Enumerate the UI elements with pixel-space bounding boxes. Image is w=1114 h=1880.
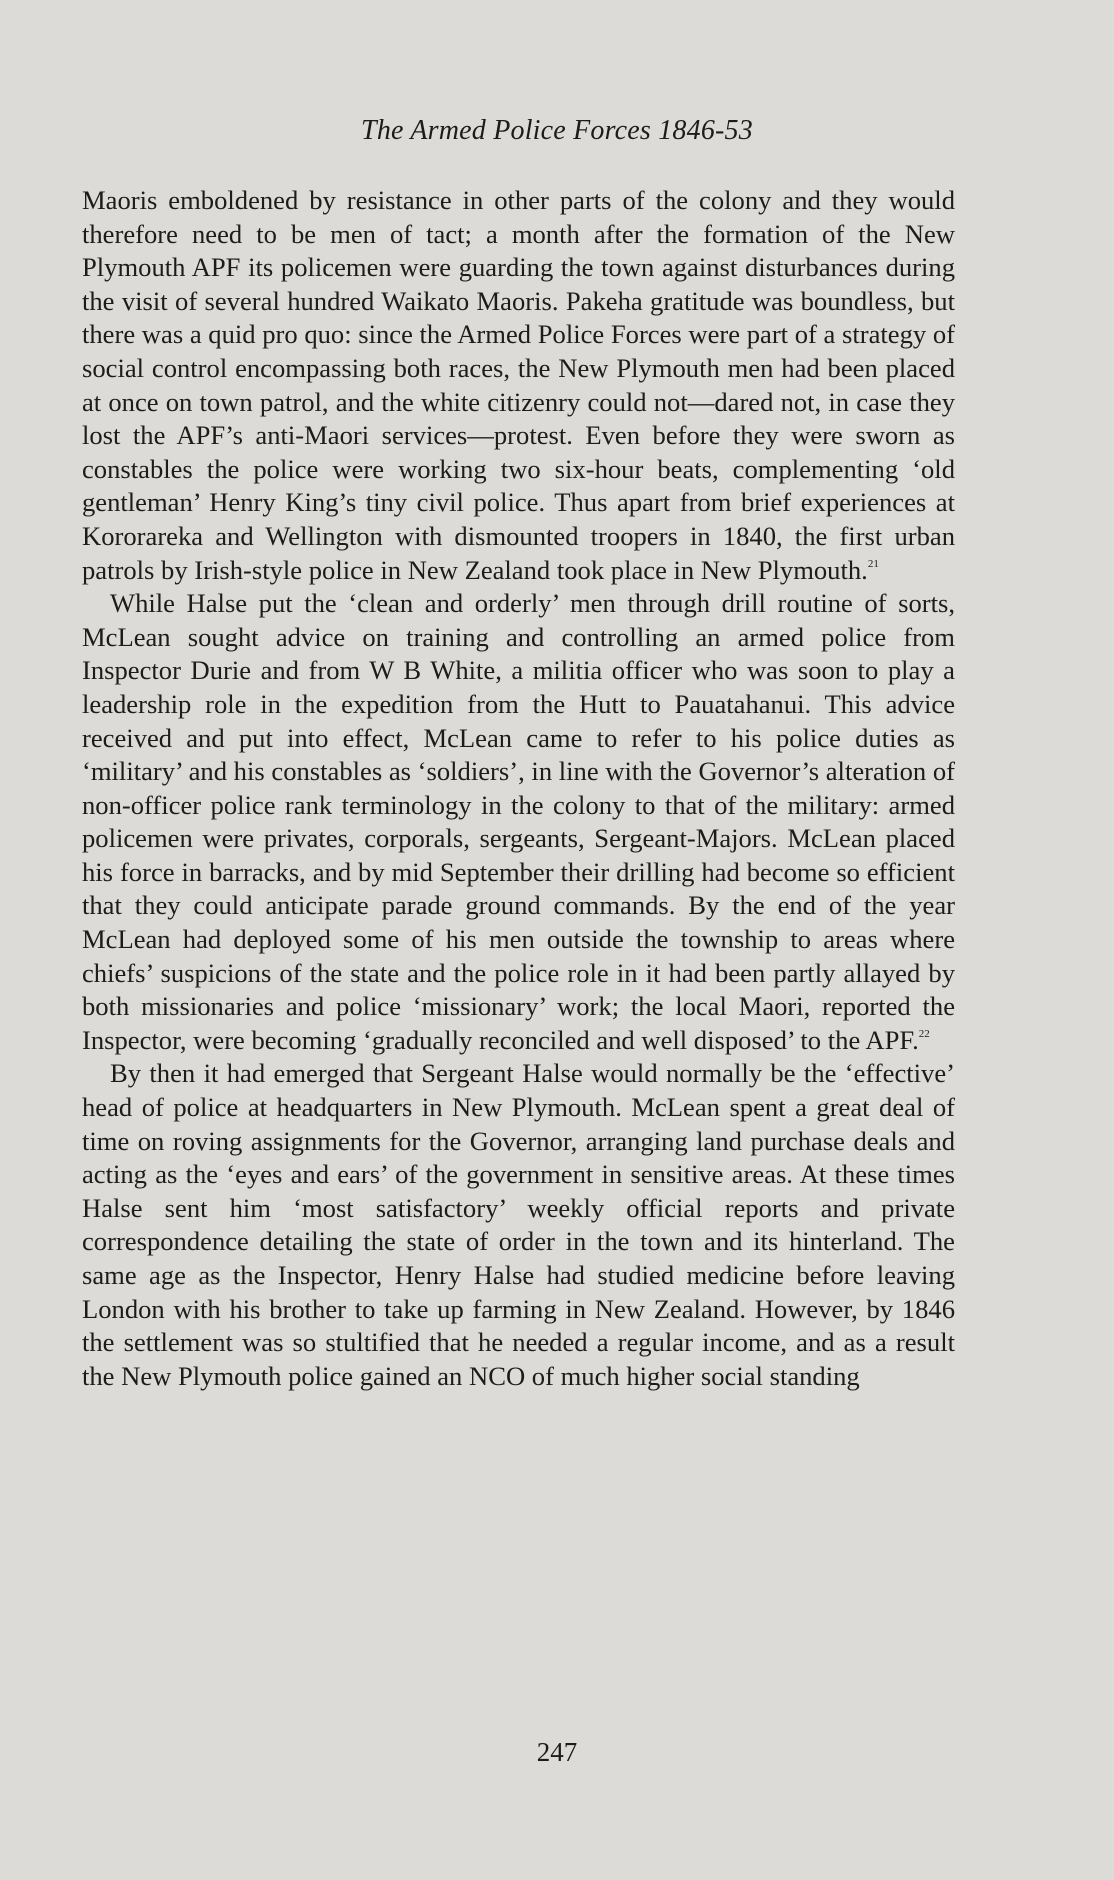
paragraph-2-text: While Halse put the ‘clean and orderly’ men through drill routine of sorts, McLean sought advice on training and controlling an armed police from Inspector Durie and from W B White, a militia officer who was soon to play a leadership role in the expedition from the Hutt to Pauatahanui. This advice received and put into effect, McLean came to refer to his police duties as ‘military’ and his constables as ‘soldiers’, in line with the Governor’s alteration of non-officer police rank terminology in the colony to that of the military: armed policemen were privates, corporals, sergeants, Sergeant-Majors. McLean placed his force in barracks, and by mid September their drilling had become so efficient that they could anticipate parade ground commands. By the end of the year McLean had deployed some of his men outside the township to areas where chiefs’ suspicions of the state and the police role in it had been partly allayed by both missionaries and police ‘missionary’ work; the local Maori, reported the Inspector, were becoming ‘gradually reconciled and well disposed’ to the APF. (82, 588, 955, 1055)
page-number: 247 (536, 1737, 578, 1767)
body-text (82, 184, 955, 1393)
paragraph-1 (82, 184, 955, 587)
paragraph-3-text: By then it had emerged that Sergeant Halse would normally be the ‘effective’ head of police at headquarters in New Plymouth. McLean spent a great deal of time on roving assignments for the Governor, arranging land purchase deals and acting as the ‘eyes and ears’ of the government in sensitive areas. At these times Halse sent him ‘most satisfactory’ weekly official reports and private correspondence detailing the state of order in the town and its hinterland. The same age as the Inspector, Henry Halse had studied medicine before leaving London with his brother to take up farming in New Zealand. However, by 1846 the settlement was so stultified that he needed a regular income, and as a result the New Plymouth police gained an NCO of much higher social standing (82, 1058, 955, 1391)
footnote-ref-21: 21 (867, 557, 879, 570)
footnote-ref-22: 22 (918, 1027, 930, 1040)
paragraph-2 (82, 587, 955, 1057)
running-head: The Armed Police Forces 1846-53 (361, 115, 753, 146)
paragraph-1-text: Maoris emboldened by resistance in other parts of the colony and they would therefore need to be men of tact; a month after the formation of the New Plymouth APF its policemen were guarding the town against disturbances during the visit of several hundred Waikato Maoris. Pakeha gratitude was boundless, but there was a quid pro quo: since the Armed Police Forces were part of a strategy of social control encompassing both races, the New Plymouth men had been placed at once on town patrol, and the white citizenry could not—dared not, in case they lost the APF’s anti-Maori services—protest. Even before they were sworn as constables the police were working two six-hour beats, complementing ‘old gentleman’ Henry King’s tiny civil police. Thus apart from brief experiences at Kororareka and Wellington with dismounted troopers in 1840, the first urban patrols by Irish-style police in New Zealand took place in New Plymouth. (82, 185, 955, 585)
paragraph-3 (82, 1057, 955, 1393)
